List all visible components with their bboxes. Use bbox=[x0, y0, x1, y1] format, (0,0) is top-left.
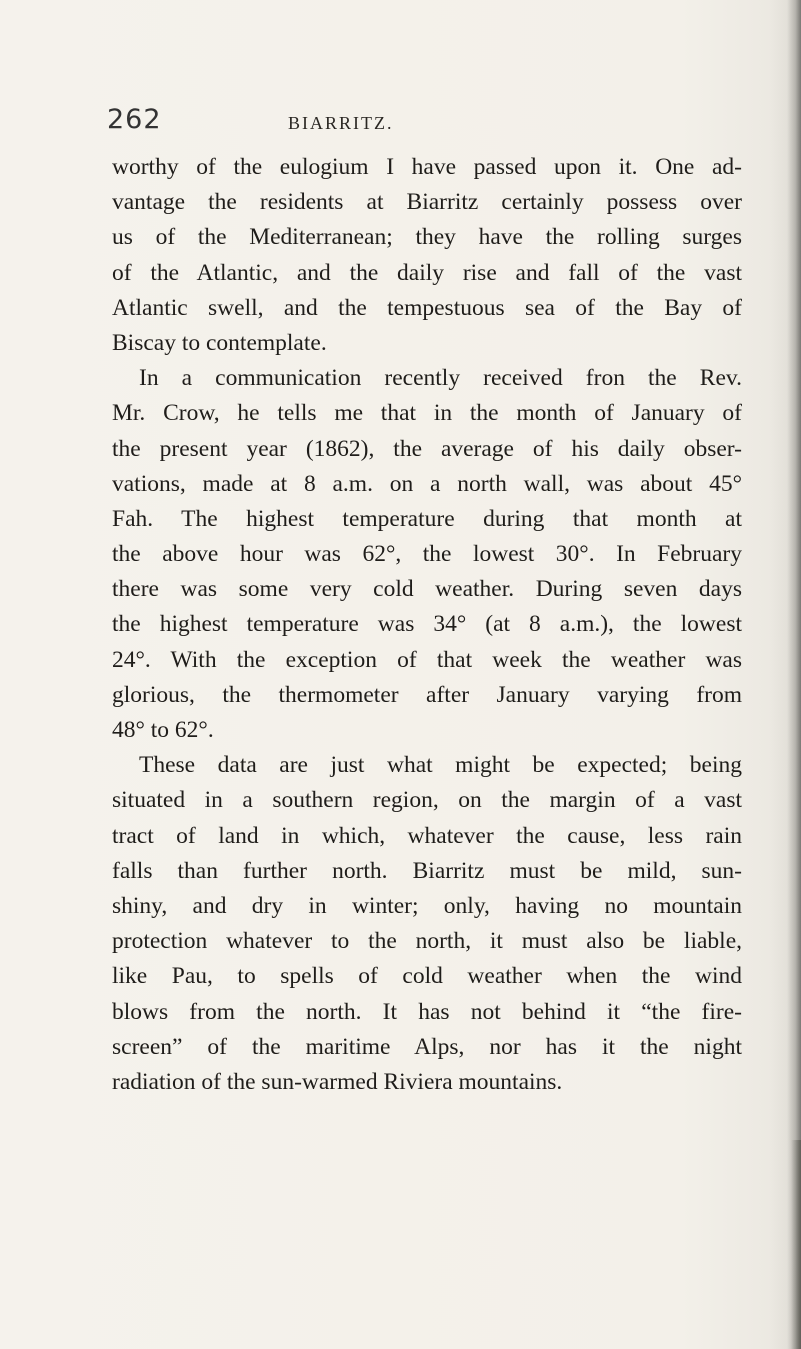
text-line: situated in a southern region, on the margin of a vast bbox=[112, 787, 742, 814]
text-line: glorious, the thermometer after January varying from bbox=[112, 681, 742, 708]
text-line: Atlantic swell, and the tempestuous sea of the Bay of bbox=[112, 294, 742, 321]
text-line: vantage the residents at Biarritz certainly possess over bbox=[112, 189, 742, 216]
text-line: worthy of the eulogium I have passed upon it. One ad- bbox=[112, 154, 742, 180]
text-line: falls than further north. Biarritz must be mild, sun- bbox=[112, 857, 742, 884]
text-line: Mr. Crow, he tells me that in the month of January of bbox=[112, 400, 742, 427]
paragraph-start-line: These data are just what might be expected; being bbox=[139, 752, 742, 779]
running-head: BIARRITZ. bbox=[288, 113, 394, 133]
text-line: vations, made at 8 a.m. on a north wall, was about 45° bbox=[112, 470, 742, 497]
text-line: blows from the north. It has not behind it “the fire- bbox=[112, 998, 742, 1025]
text-line: there was some very cold weather. During seven days bbox=[112, 576, 742, 603]
text-line: of the Atlantic, and the daily rise and fall of the vast bbox=[112, 259, 742, 286]
text-line: tract of land in which, whatever the cause, less rain bbox=[112, 822, 742, 849]
body-text bbox=[112, 150, 742, 1100]
text-line: the above hour was 62°, the lowest 30°. In February bbox=[112, 541, 742, 568]
paragraph-start-line: In a communication recently received fron the Rev. bbox=[139, 365, 742, 392]
page-header bbox=[107, 104, 737, 144]
text-line: the highest temperature was 34° (at 8 a.m.), the lowest bbox=[112, 611, 742, 638]
text-line: protection whatever to the north, it must also be liable, bbox=[112, 928, 742, 955]
page-number: 262 bbox=[107, 104, 162, 135]
text-line: shiny, and dry in winter; only, having no mountain bbox=[112, 892, 742, 919]
page-edge-bar bbox=[791, 1140, 801, 1349]
text-line: screen” of the maritime Alps, nor has it the night bbox=[112, 1033, 742, 1060]
text-line: 48° to 62°. bbox=[112, 717, 214, 743]
text-line: us of the Mediterranean; they have the rolling surges bbox=[112, 224, 742, 251]
text-line: like Pau, to spells of cold weather when the wind bbox=[112, 963, 742, 990]
text-line: 24°. With the exception of that week the weather was bbox=[112, 646, 742, 673]
text-line: Biscay to contemplate. bbox=[112, 329, 327, 356]
text-line: radiation of the sun-warmed Riviera mountains. bbox=[112, 1068, 563, 1095]
text-line: the present year (1862), the average of his daily obser- bbox=[112, 435, 742, 462]
text-line: Fah. The highest temperature during that month at bbox=[112, 505, 742, 532]
